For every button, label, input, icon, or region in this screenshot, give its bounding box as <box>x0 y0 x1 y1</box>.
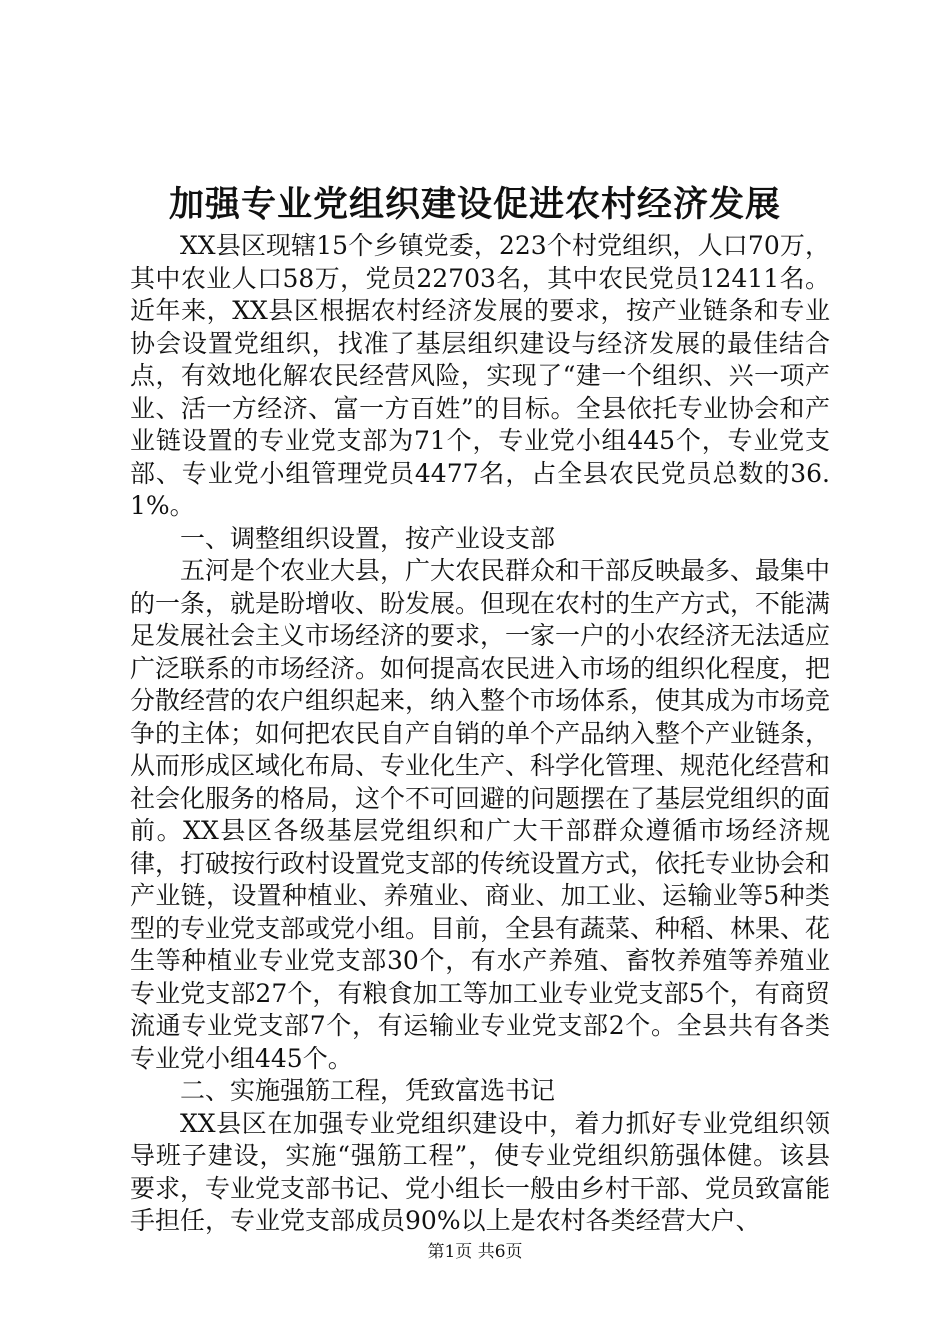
paragraph-section-2: XX县区在加强专业党组织建设中，着力抓好专业党组织领导班子建设，实施“强筋工程”，使专业党组织筋强体健。该县要求，专业党支部书记、党小组长一般由乡村干部、党员致富能手担任，专业党支部成员90%以上是农村各类经营大户、 <box>130 1108 831 1235</box>
paragraph-intro: XX县区现辖15个乡镇党委，223个村党组织，人口70万，其中农业人口58万，党员22703名，其中农民党员12411名。近年来，XX县区根据农村经济发展的要求，按产业链条和专业协会设置党组织，找准了基层组织建设与经济发展的最佳结合点，有效地化解农民经营风险，实现了“建一个组织、兴一项产业、活一方经济、富一方百姓”的目标。全县依托专业协会和产业链设置的专业党支部为71个，专业党小组445个，专业党支部、专业党小组管理党员4477名，占全县农民党员总数的36.1%。 <box>130 231 830 520</box>
paragraph-section-1: 五河是个农业大县，广大农民群众和干部反映最多、最集中的一条，就是盼增收、盼发展。但现在农村的生产方式，不能满足发展社会主义市场经济的要求，一家一户的小农经济无法适应广泛联系的市场经济。如何提高农民进入市场的组织化程度，把分散经营的农户组织起来，纳入整个市场体系，使其成为市场竞争的主体；如何把农民自产自销的单个产品纳入整个产业链条，从而形成区域化布局、专业化生产、科学化管理、规范化经营和社会化服务的格局，这个不可回避的问题摆在了基层党组织的面前。XX县区各级基层党组织和广大干部群众遵循市场经济规律，打破按行政村设置党支部的传统设置方式，依托专业协会和产业链，设置种植业、养殖业、商业、加工业、运输业等5种类型的专业党支部或党小组。目前，全县有蔬菜、种稻、林果、花生等种植业专业党支部30个，有水产养殖、畜牧养殖等养殖业专业党支部27个，有粮食加工等加工业专业党支部5个，有商贸流通专业党支部7个，有运输业专业党支部2个。全县共有各类专业党小组445个。 <box>130 556 831 1073</box>
document-title: 加强专业党组织建设促进农村经济发展 <box>168 184 781 225</box>
page-number-footer: 第1页 共6页 <box>427 1242 523 1262</box>
section-heading-2: 二、实施强筋工程，凭致富选书记 <box>180 1076 556 1105</box>
section-heading-1: 一、调整组织设置，按产业设支部 <box>180 523 556 553</box>
document-body <box>130 230 830 1238</box>
